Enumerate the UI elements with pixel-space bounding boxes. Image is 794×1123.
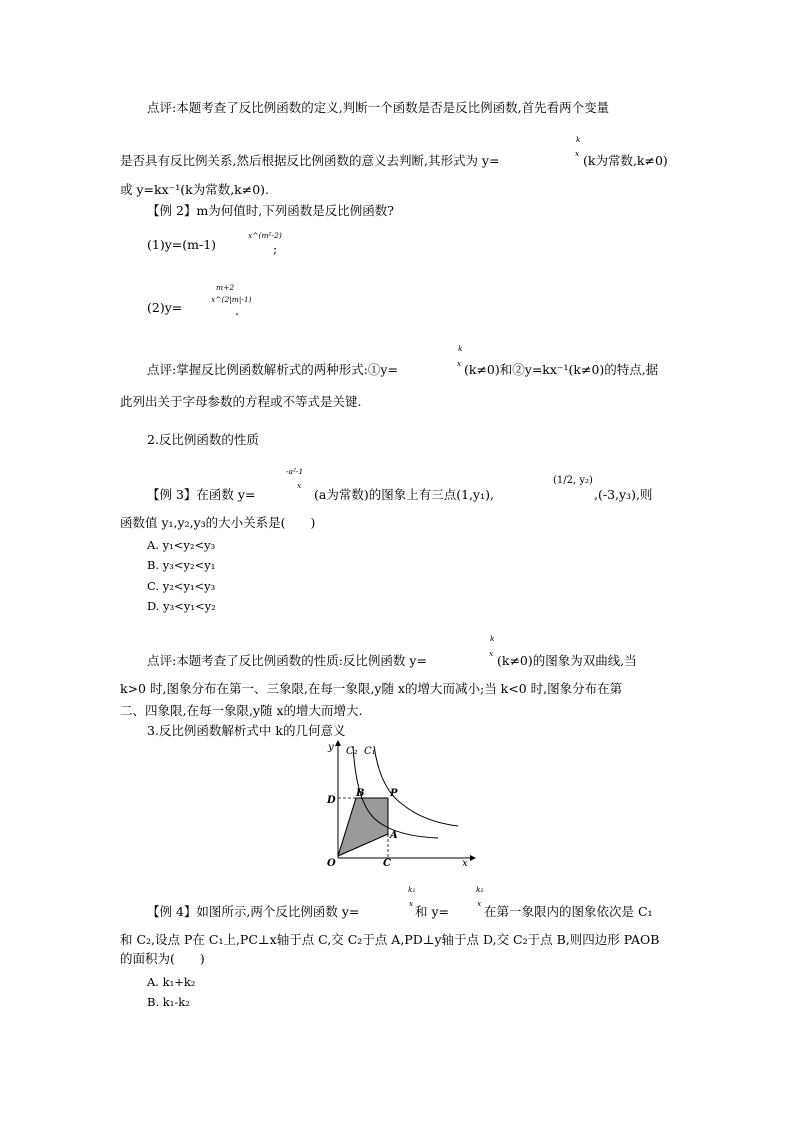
example4-line1a: 【例 4】如图所示,两个反比例函数 y= (147, 904, 360, 919)
comment2-frac-x: x (457, 359, 462, 368)
example4-line1b: 和 y= (415, 904, 450, 919)
comment1-frac-x: x (575, 149, 580, 158)
y-axis-arrow (335, 740, 341, 746)
section3-title: 3.反比例函数解析式中 k的几何意义 (147, 723, 346, 738)
comment2-line1a: 点评:掌握反比例函数解析式的两种形式:①y= (147, 362, 398, 377)
comment2-frac-k: k (458, 344, 463, 353)
label-c1: C₁ (364, 746, 376, 757)
comment3-frac-x: x (489, 649, 494, 658)
comment3-line3: 二、四象限,在每一象限,y随 x的增大而增大. (120, 703, 363, 718)
comment1-line3: 或 y=kx⁻¹(k为常数,k≠0). (120, 182, 270, 197)
comment3-line2: k>0 时,图象分布在第一、三象限,在每一象限,y随 x的增大而减小;当 k<0 时,图象分布在第 (120, 681, 623, 696)
example3-frac-num: -a²-1 (286, 467, 304, 476)
example3-point2: (1/2, y₂) (553, 475, 593, 486)
label-y: y (328, 742, 334, 753)
label-b: B (356, 788, 365, 799)
example4-line1c: 在第一象限内的图象依次是 C₁ (484, 904, 653, 919)
example2-item2-den: x^(2|m|-1) (211, 295, 252, 304)
example3-line1c: ,(-3,y₃),则 (594, 487, 653, 502)
comment1-line1: 点评:本题考查了反比例函数的定义,判断一个函数是否是反比例函数,首先看两个变量 (147, 100, 610, 115)
x-axis-arrow (470, 855, 476, 861)
example4-line2: 和 C₂,设点 P在 C₁上,PC⊥x轴于点 C,交 C₂于点 A,PD⊥y轴于点 D,交 C₂于点 B,则四边形 PAOB (120, 932, 660, 947)
label-d: D (327, 795, 336, 806)
comment1-line2b: (k为常数,k≠0) (583, 153, 668, 168)
example4-frac2-x: x (477, 899, 482, 908)
label-c2: C₂ (346, 746, 358, 757)
example3-line1a: 【例 3】在函数 y= (147, 487, 256, 502)
label-a: A (390, 830, 398, 841)
comment1-frac-k: k (576, 135, 581, 144)
comment3-line1a: 点评:本题考查了反比例函数的性质:反比例函数 y= (147, 653, 427, 668)
example3-option-d: D. y₃<y₁<y₂ (147, 599, 216, 613)
comment1-line2a: 是否具有反比例关系,然后根据反比例函数的意义去判断,其形式为 y= (120, 153, 500, 168)
example4-option-b: B. k₁-k₂ (147, 995, 190, 1009)
label-o: O (327, 858, 336, 868)
example3-line1b: (a为常数)的图象上有三点(1,y₁), (314, 487, 494, 502)
example3-line2: 函数值 y₁,y₂,y₃的大小关系是( ) (120, 515, 316, 530)
label-p: P (390, 788, 398, 799)
example4-frac1-x: x (409, 899, 414, 908)
comment3-frac-k: k (490, 634, 495, 643)
example3-option-a: A. y₁<y₂<y₃ (147, 538, 216, 552)
example2-item1b: ; (273, 241, 278, 256)
comment3-line1b: (k≠0)的图象为双曲线,当 (497, 653, 637, 668)
example3-option-b: B. y₃<y₂<y₁ (147, 558, 216, 572)
hyperbola-figure (300, 738, 480, 868)
section2-title: 2.反比例函数的性质 (147, 432, 259, 447)
example3-frac-den: x (297, 481, 302, 490)
comment2-line2: 此列出关于字母参数的方程或不等式是关键. (120, 394, 362, 409)
example4-frac2-k: k₂ (476, 885, 484, 894)
example2-title: 【例 2】m为何值时,下列函数是反比例函数? (147, 203, 394, 218)
label-x: x (462, 858, 468, 868)
example4-option-a: A. k₁+k₂ (147, 975, 196, 989)
example2-item1-exp: x^(m²-2) (248, 231, 282, 240)
label-c: C (383, 858, 391, 868)
example2-item2a: (2)y= (147, 300, 183, 315)
example4-frac1-k: k₁ (408, 885, 416, 894)
example2-item1a: (1)y=(m-1) (147, 237, 217, 252)
example2-item2-num: m+2 (216, 283, 235, 292)
example4-line3: 的面积为( ) (120, 951, 205, 966)
example3-option-c: C. y₂<y₁<y₃ (147, 579, 216, 593)
example2-item2b: . (235, 303, 239, 318)
comment2-line1b: (k≠0)和②y=kx⁻¹(k≠0)的特点,据 (464, 362, 659, 377)
